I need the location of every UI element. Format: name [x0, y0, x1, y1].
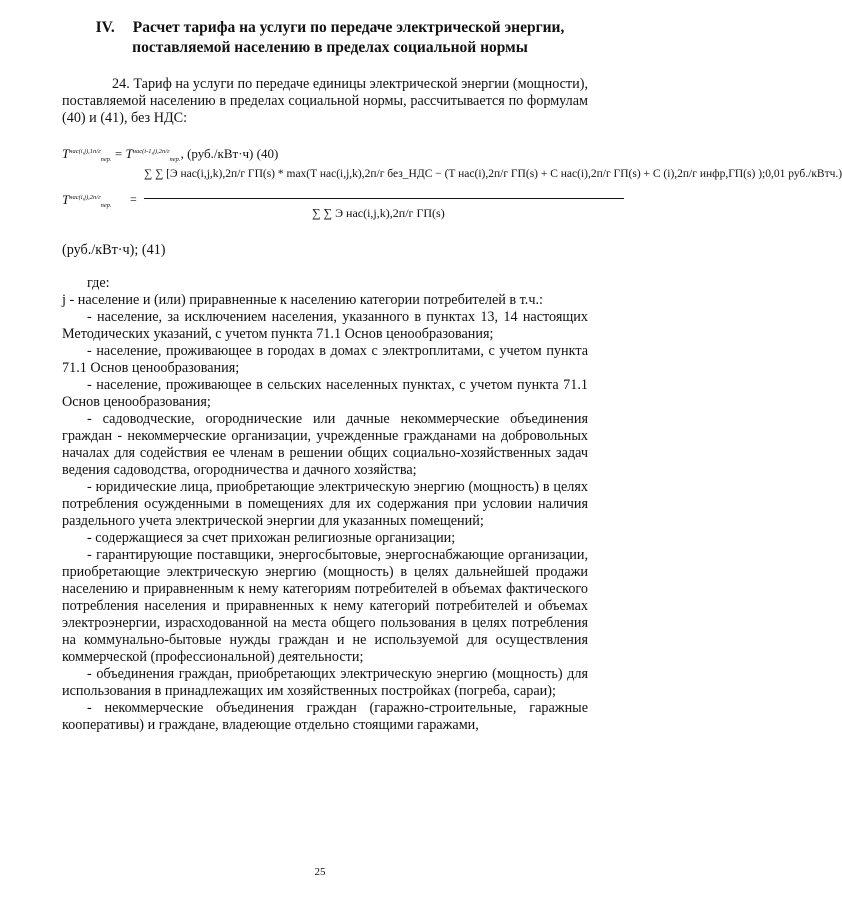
list-item: - садоводческие, огороднические или дачные некоммерческие объединения граждан - некоммерческие организации, учрежденные гражданами на добровольных началах для содействия ее членам в решении общих социально-хозяйственных задач ведения садоводства, огородничества и дачного хозяйства; — [62, 411, 588, 478]
formula-40 — [62, 146, 278, 163]
formula41-denominator: ∑ ∑ Э нас(i,j,k),2п/г ГП(s) — [312, 206, 445, 220]
formula41-lhs — [62, 192, 112, 209]
list-item: - население, за исключением населения, указанного в пунктах 13, 14 настоящих Методических указаний, с учетом пункта 71.1 Основ ценообразования; — [62, 309, 588, 342]
formula40-equals: = — [114, 146, 123, 161]
formula40-rhs-sub: пер. — [169, 156, 181, 163]
j-definition: j - население и (или) приравненные к населению категории потребителей в т.ч.: — [62, 292, 543, 308]
formula-41 — [62, 168, 842, 244]
formula40-lhs-sub: пер. — [100, 156, 112, 163]
formula41-lhs-sup: нас(i,j),2п/г — [69, 194, 101, 201]
list-item: - население, проживающее в городах в домах с электроплитами, с учетом пункта 71.1 Основ ценообразования; — [62, 343, 588, 376]
section-number: IV. — [95, 19, 115, 36]
definitions-block — [62, 275, 588, 734]
section-heading-line1 — [60, 18, 600, 38]
formula40-rhs-sup: нас(i-1,j),2п/г — [132, 148, 170, 155]
formula41-equals: = — [130, 192, 137, 206]
formula40-tail: , (руб./кВт·ч) (40) — [180, 146, 279, 161]
list-item: - содержащиеся за счет прихожан религиозные организации; — [87, 530, 456, 546]
list-item: - гарантирующие поставщики, энергосбытовые, энергоснабжающие организации, приобретающие электрическую энергию (мощность) в целях дальнейшей продажи населению и приравненным к нему категориям потребителей в объемах фактического потребления населения и приравненных к нему категорий потребителей и объемах электроэнергии, израсходованной на места общего пользования в целях потребления на коммунально-бытовые нужды граждан и не используемой для осуществления коммерческой (профессиональной) деятельности; — [62, 547, 588, 665]
formula40-lhs-sup: нас(i,j),1п/г — [69, 148, 101, 155]
formula41-lhs-sub: пер. — [100, 202, 112, 209]
formula41-unit: (руб./кВт·ч); (41) — [62, 242, 166, 258]
formula40-rhs: T — [125, 146, 133, 161]
section-title-line2: поставляемой населению в пределах социальной нормы — [132, 39, 528, 56]
intro-paragraph: 24. Тариф на услуги по передаче единицы электрической энергии (мощности), поставляемой населению в пределах социальной нормы, рассчитывается по формулам (40) и (41), без НДС: — [62, 76, 588, 126]
intro-paragraph-block — [62, 76, 588, 127]
list-item: - некоммерческие объединения граждан (гаражно-строительные, гаражные кооперативы) и граждане, владеющие отдельно стоящими гаражами, — [62, 700, 588, 733]
section-title-line1: Расчет тарифа на услуги по передаче электрической энергии, — [132, 19, 565, 36]
formula41-numerator: ∑ ∑ [Э нас(i,j,k),2п/г ГП(s) * max(T нас(i,j,k),2п/г без_НДС − (T нас(i),2п/г ГП(s) + C нас(i),2п/г ГП(s) + C (i),2п/г инфр,ГП(s) );0,01 руб./кВтч.) — [144, 168, 842, 180]
list-item: - юридические лица, приобретающие электрическую энергию (мощность) в целях потребления осужденными в помещениях для их содержания при условии наличия раздельного учета электрической энергии для указанных помещений; — [62, 479, 588, 529]
formula40-lhs: T — [62, 146, 70, 161]
formula41-lhs-symbol: T — [62, 192, 70, 207]
formula41-fraction-bar — [144, 198, 624, 199]
section-heading — [60, 18, 600, 58]
list-item: - объединения граждан, приобретающих электрическую энергию (мощность) для использования в принадлежащих им хозяйственных постройках (погреба, сараи); — [62, 666, 588, 699]
list-item: - население, проживающее в сельских населенных пунктах, с учетом пункта 71.1 Основ ценообразования; — [62, 377, 588, 410]
page-number: 25 — [314, 866, 326, 878]
where-label: где: — [87, 275, 110, 291]
